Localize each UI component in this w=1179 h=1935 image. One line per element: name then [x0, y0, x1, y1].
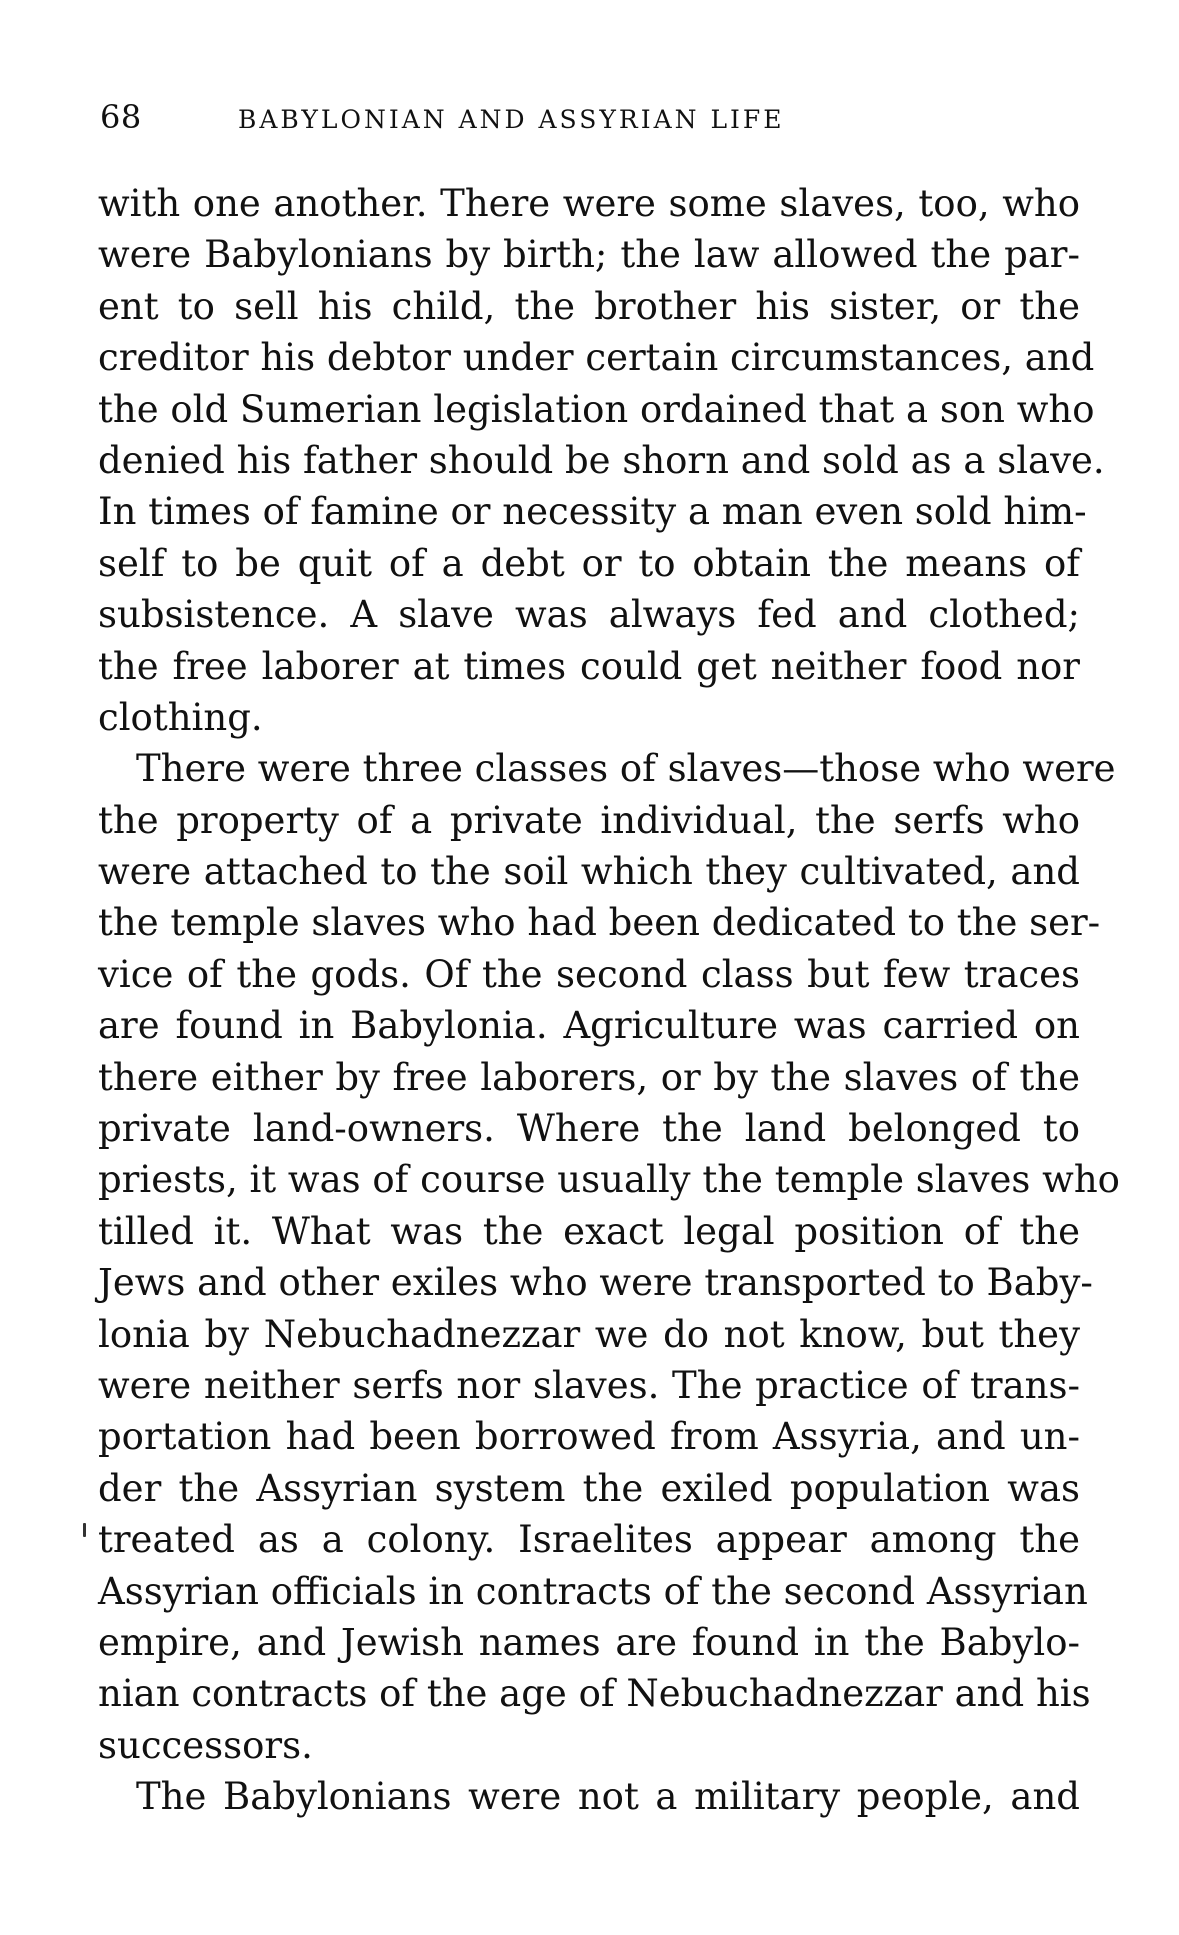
text-line: were Babylonians by birth; the law allowed the par- [98, 233, 1080, 277]
text-line: the free laborer at times could get neither food nor [98, 644, 1080, 688]
text-line: nian contracts of the age of Nebuchadnezzar and his [98, 1672, 1091, 1716]
text-line: successors. [98, 1723, 313, 1767]
text-line: with one another. There were some slaves, too, who [98, 182, 1080, 225]
running-title: BABYLONIAN AND ASSYRIAN LIFE [238, 105, 785, 134]
text-line: der the Assyrian system the exiled population was [98, 1466, 1080, 1510]
text-line: subsistence. A slave was always fed and clothed; [98, 593, 1080, 637]
running-head [100, 98, 980, 142]
text-line: ent to sell his child, the brother his sister, or the [98, 284, 1080, 328]
text-line: clothing. [98, 695, 263, 739]
text-line: In times of famine or necessity a man even sold him- [98, 490, 1087, 534]
paragraph-3 [98, 1771, 1080, 1822]
text-line: tilled it. What was the exact legal position of the [98, 1209, 1080, 1253]
text-line: creditor his debtor under certain circumstances, and [98, 336, 1095, 380]
text-line: self to be quit of a debt or to obtain the means of [98, 541, 1080, 585]
text-line: lonia by Nebuchadnezzar we do not know, but they [98, 1312, 1080, 1356]
text-line: treated as a colony. Israelites appear among the [98, 1518, 1080, 1562]
text-line: empire, and Jewish names are found in the Babylo- [98, 1620, 1080, 1664]
text-line: denied his father should be shorn and sold as a slave. [98, 438, 1105, 482]
stray-ink-mark [83, 1523, 86, 1537]
text-line: there either by free laborers, or by the slaves of the [98, 1055, 1080, 1099]
text-line: Jews and other exiles who were transported to Baby- [98, 1261, 1093, 1305]
text-line: There were three classes of slaves—those who were [136, 747, 1116, 791]
text-line: The Babylonians were not a military people, and [136, 1775, 1080, 1819]
body-text [98, 178, 1120, 1823]
text-line: vice of the gods. Of the second class but few traces [98, 952, 1080, 996]
page-number: 68 [100, 98, 142, 136]
text-line: were attached to the soil which they cultivated, and [98, 850, 1080, 894]
paragraph-2 [98, 743, 1120, 1771]
paragraph-1 [98, 178, 1105, 743]
text-line: private land-owners. Where the land belonged to [98, 1107, 1080, 1151]
text-line: were neither serfs nor slaves. The practice of trans- [98, 1363, 1080, 1407]
text-line: the property of a private individual, the serfs who [98, 798, 1080, 842]
text-line: priests, it was of course usually the temple slaves who [98, 1158, 1120, 1202]
text-line: the old Sumerian legislation ordained that a son who [98, 387, 1095, 431]
text-line: the temple slaves who had been dedicated to the ser- [98, 901, 1101, 945]
text-line: are found in Babylonia. Agriculture was carried on [98, 1004, 1080, 1048]
text-line: Assyrian officials in contracts of the second Assyrian [98, 1569, 1088, 1613]
text-line: portation had been borrowed from Assyria, and un- [98, 1415, 1080, 1459]
